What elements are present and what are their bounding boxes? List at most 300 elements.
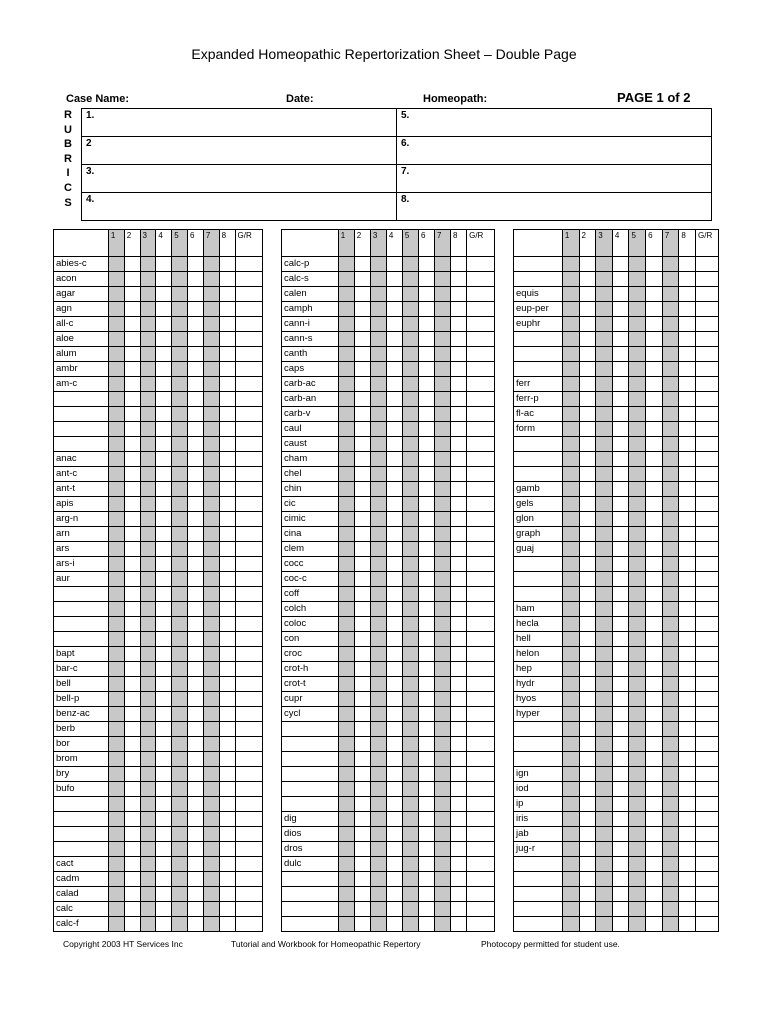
score-cell[interactable] [662,797,679,812]
score-cell[interactable] [629,677,646,692]
score-cell[interactable] [646,767,663,782]
score-cell[interactable] [679,392,696,407]
gr-cell[interactable] [696,362,719,377]
score-cell[interactable] [338,482,354,497]
score-cell[interactable] [370,557,386,572]
score-cell[interactable] [219,587,235,602]
score-cell[interactable] [354,812,370,827]
gr-cell[interactable] [467,437,495,452]
score-cell[interactable] [451,332,467,347]
score-cell[interactable] [612,377,629,392]
score-cell[interactable] [140,602,156,617]
score-cell[interactable] [124,332,140,347]
score-cell[interactable] [451,692,467,707]
score-cell[interactable] [203,467,219,482]
score-cell[interactable] [562,437,579,452]
score-cell[interactable] [435,392,451,407]
score-cell[interactable] [596,707,613,722]
score-cell[interactable] [662,272,679,287]
score-cell[interactable] [435,887,451,902]
score-cell[interactable] [402,332,418,347]
score-cell[interactable] [646,827,663,842]
score-cell[interactable] [386,407,402,422]
score-cell[interactable] [662,692,679,707]
score-cell[interactable] [596,722,613,737]
score-cell[interactable] [172,872,188,887]
score-cell[interactable] [108,737,124,752]
score-cell[interactable] [156,377,172,392]
score-cell[interactable] [172,677,188,692]
score-cell[interactable] [451,632,467,647]
score-cell[interactable] [451,917,467,932]
score-cell[interactable] [172,722,188,737]
score-cell[interactable] [596,377,613,392]
score-cell[interactable] [140,302,156,317]
score-cell[interactable] [579,497,596,512]
score-cell[interactable] [679,842,696,857]
score-cell[interactable] [562,617,579,632]
score-cell[interactable] [370,527,386,542]
score-cell[interactable] [219,482,235,497]
score-cell[interactable] [451,287,467,302]
score-cell[interactable] [629,902,646,917]
score-cell[interactable] [579,752,596,767]
score-cell[interactable] [612,707,629,722]
score-cell[interactable] [188,917,204,932]
score-cell[interactable] [354,542,370,557]
score-cell[interactable] [188,707,204,722]
score-cell[interactable] [435,527,451,542]
score-cell[interactable] [646,362,663,377]
score-cell[interactable] [596,842,613,857]
gr-cell[interactable] [467,452,495,467]
score-cell[interactable] [418,767,434,782]
score-cell[interactable] [562,422,579,437]
score-cell[interactable] [579,707,596,722]
score-cell[interactable] [140,392,156,407]
score-cell[interactable] [679,722,696,737]
score-cell[interactable] [188,827,204,842]
score-cell[interactable] [172,407,188,422]
score-cell[interactable] [188,572,204,587]
score-cell[interactable] [418,497,434,512]
score-cell[interactable] [435,512,451,527]
score-cell[interactable] [156,827,172,842]
score-cell[interactable] [612,437,629,452]
score-cell[interactable] [124,317,140,332]
gr-cell[interactable] [235,302,263,317]
gr-cell[interactable] [696,332,719,347]
score-cell[interactable] [108,377,124,392]
score-cell[interactable] [418,857,434,872]
score-cell[interactable] [203,407,219,422]
score-cell[interactable] [435,842,451,857]
score-cell[interactable] [579,737,596,752]
score-cell[interactable] [662,812,679,827]
score-cell[interactable] [435,377,451,392]
score-cell[interactable] [402,272,418,287]
score-cell[interactable] [108,482,124,497]
gr-cell[interactable] [467,617,495,632]
score-cell[interactable] [156,902,172,917]
score-cell[interactable] [662,287,679,302]
gr-cell[interactable] [696,347,719,362]
score-cell[interactable] [402,887,418,902]
score-cell[interactable] [562,347,579,362]
score-cell[interactable] [679,527,696,542]
score-cell[interactable] [172,377,188,392]
score-cell[interactable] [386,347,402,362]
score-cell[interactable] [156,422,172,437]
score-cell[interactable] [188,782,204,797]
score-cell[interactable] [354,737,370,752]
score-cell[interactable] [203,542,219,557]
score-cell[interactable] [219,452,235,467]
score-cell[interactable] [370,497,386,512]
gr-cell[interactable] [235,542,263,557]
score-cell[interactable] [219,707,235,722]
score-cell[interactable] [172,392,188,407]
score-cell[interactable] [172,782,188,797]
score-cell[interactable] [451,812,467,827]
score-cell[interactable] [646,512,663,527]
score-cell[interactable] [579,407,596,422]
score-cell[interactable] [579,317,596,332]
score-cell[interactable] [386,332,402,347]
score-cell[interactable] [629,812,646,827]
score-cell[interactable] [629,422,646,437]
score-cell[interactable] [402,617,418,632]
gr-cell[interactable] [235,452,263,467]
gr-cell[interactable] [696,542,719,557]
score-cell[interactable] [188,902,204,917]
score-cell[interactable] [370,317,386,332]
score-cell[interactable] [338,287,354,302]
score-cell[interactable] [662,587,679,602]
score-cell[interactable] [108,857,124,872]
score-cell[interactable] [140,902,156,917]
score-cell[interactable] [370,662,386,677]
score-cell[interactable] [140,617,156,632]
score-cell[interactable] [156,602,172,617]
score-cell[interactable] [219,902,235,917]
score-cell[interactable] [402,662,418,677]
score-cell[interactable] [629,317,646,332]
score-cell[interactable] [140,497,156,512]
score-cell[interactable] [124,917,140,932]
score-cell[interactable] [370,827,386,842]
score-cell[interactable] [612,452,629,467]
score-cell[interactable] [219,422,235,437]
score-cell[interactable] [354,722,370,737]
score-cell[interactable] [451,587,467,602]
score-cell[interactable] [203,317,219,332]
score-cell[interactable] [629,752,646,767]
score-cell[interactable] [108,782,124,797]
score-cell[interactable] [386,527,402,542]
score-cell[interactable] [156,317,172,332]
score-cell[interactable] [402,752,418,767]
score-cell[interactable] [679,572,696,587]
score-cell[interactable] [402,557,418,572]
gr-cell[interactable] [235,902,263,917]
score-cell[interactable] [402,647,418,662]
score-cell[interactable] [354,422,370,437]
score-cell[interactable] [370,707,386,722]
score-cell[interactable] [219,272,235,287]
score-cell[interactable] [579,287,596,302]
gr-cell[interactable] [696,632,719,647]
score-cell[interactable] [579,437,596,452]
score-cell[interactable] [203,437,219,452]
score-cell[interactable] [418,287,434,302]
score-cell[interactable] [435,572,451,587]
gr-cell[interactable] [235,467,263,482]
score-cell[interactable] [451,497,467,512]
score-cell[interactable] [354,377,370,392]
gr-cell[interactable] [467,422,495,437]
score-cell[interactable] [140,572,156,587]
score-cell[interactable] [354,602,370,617]
score-cell[interactable] [156,287,172,302]
score-cell[interactable] [140,797,156,812]
score-cell[interactable] [435,767,451,782]
score-cell[interactable] [435,662,451,677]
score-cell[interactable] [435,797,451,812]
score-cell[interactable] [156,587,172,602]
score-cell[interactable] [370,377,386,392]
score-cell[interactable] [370,422,386,437]
score-cell[interactable] [612,677,629,692]
score-cell[interactable] [140,407,156,422]
score-cell[interactable] [386,557,402,572]
gr-cell[interactable] [235,317,263,332]
score-cell[interactable] [562,872,579,887]
score-cell[interactable] [596,767,613,782]
score-cell[interactable] [219,377,235,392]
score-cell[interactable] [140,782,156,797]
score-cell[interactable] [612,902,629,917]
gr-cell[interactable] [467,497,495,512]
score-cell[interactable] [435,437,451,452]
score-cell[interactable] [108,587,124,602]
score-cell[interactable] [562,302,579,317]
score-cell[interactable] [418,347,434,362]
score-cell[interactable] [338,722,354,737]
score-cell[interactable] [172,302,188,317]
score-cell[interactable] [402,857,418,872]
score-cell[interactable] [172,767,188,782]
score-cell[interactable] [203,392,219,407]
score-cell[interactable] [219,857,235,872]
score-cell[interactable] [386,707,402,722]
score-cell[interactable] [108,362,124,377]
score-cell[interactable] [156,737,172,752]
score-cell[interactable] [370,872,386,887]
score-cell[interactable] [370,887,386,902]
score-cell[interactable] [140,872,156,887]
score-cell[interactable] [451,767,467,782]
score-cell[interactable] [338,452,354,467]
score-cell[interactable] [370,917,386,932]
score-cell[interactable] [188,347,204,362]
score-cell[interactable] [124,422,140,437]
score-cell[interactable] [338,257,354,272]
score-cell[interactable] [156,782,172,797]
score-cell[interactable] [370,902,386,917]
score-cell[interactable] [188,302,204,317]
gr-cell[interactable] [235,797,263,812]
score-cell[interactable] [124,782,140,797]
gr-cell[interactable] [467,602,495,617]
score-cell[interactable] [203,257,219,272]
score-cell[interactable] [562,827,579,842]
score-cell[interactable] [156,512,172,527]
score-cell[interactable] [402,437,418,452]
score-cell[interactable] [370,647,386,662]
score-cell[interactable] [435,542,451,557]
score-cell[interactable] [596,497,613,512]
score-cell[interactable] [354,677,370,692]
score-cell[interactable] [219,572,235,587]
score-cell[interactable] [203,557,219,572]
score-cell[interactable] [646,842,663,857]
score-cell[interactable] [662,752,679,767]
score-cell[interactable] [172,857,188,872]
score-cell[interactable] [338,842,354,857]
gr-cell[interactable] [467,392,495,407]
score-cell[interactable] [354,842,370,857]
score-cell[interactable] [629,782,646,797]
score-cell[interactable] [562,722,579,737]
score-cell[interactable] [418,377,434,392]
score-cell[interactable] [612,497,629,512]
gr-cell[interactable] [696,437,719,452]
score-cell[interactable] [402,317,418,332]
score-cell[interactable] [629,602,646,617]
score-cell[interactable] [338,572,354,587]
score-cell[interactable] [338,857,354,872]
score-cell[interactable] [124,467,140,482]
gr-cell[interactable] [467,557,495,572]
score-cell[interactable] [370,452,386,467]
score-cell[interactable] [156,887,172,902]
score-cell[interactable] [579,872,596,887]
score-cell[interactable] [203,767,219,782]
score-cell[interactable] [612,782,629,797]
score-cell[interactable] [562,332,579,347]
score-cell[interactable] [156,362,172,377]
score-cell[interactable] [156,857,172,872]
score-cell[interactable] [219,662,235,677]
score-cell[interactable] [612,422,629,437]
score-cell[interactable] [370,752,386,767]
score-cell[interactable] [451,407,467,422]
score-cell[interactable] [156,647,172,662]
score-cell[interactable] [386,512,402,527]
gr-cell[interactable] [467,677,495,692]
score-cell[interactable] [172,557,188,572]
score-cell[interactable] [612,812,629,827]
score-cell[interactable] [354,572,370,587]
score-cell[interactable] [612,527,629,542]
score-cell[interactable] [203,677,219,692]
score-cell[interactable] [203,842,219,857]
score-cell[interactable] [596,272,613,287]
score-cell[interactable] [662,572,679,587]
score-cell[interactable] [596,452,613,467]
score-cell[interactable] [435,872,451,887]
score-cell[interactable] [646,572,663,587]
score-cell[interactable] [172,602,188,617]
score-cell[interactable] [629,272,646,287]
score-cell[interactable] [370,572,386,587]
score-cell[interactable] [219,467,235,482]
score-cell[interactable] [108,287,124,302]
score-cell[interactable] [662,887,679,902]
score-cell[interactable] [338,872,354,887]
score-cell[interactable] [124,257,140,272]
score-cell[interactable] [646,722,663,737]
gr-cell[interactable] [235,272,263,287]
score-cell[interactable] [156,482,172,497]
score-cell[interactable] [679,767,696,782]
score-cell[interactable] [435,272,451,287]
score-cell[interactable] [435,482,451,497]
score-cell[interactable] [402,782,418,797]
score-cell[interactable] [124,857,140,872]
gr-cell[interactable] [235,752,263,767]
score-cell[interactable] [203,857,219,872]
gr-cell[interactable] [696,707,719,722]
score-cell[interactable] [402,452,418,467]
score-cell[interactable] [386,587,402,602]
score-cell[interactable] [579,347,596,362]
score-cell[interactable] [646,887,663,902]
gr-cell[interactable] [235,842,263,857]
gr-cell[interactable] [467,482,495,497]
score-cell[interactable] [596,482,613,497]
score-cell[interactable] [418,362,434,377]
gr-cell[interactable] [235,692,263,707]
gr-cell[interactable] [235,857,263,872]
score-cell[interactable] [338,497,354,512]
score-cell[interactable] [679,737,696,752]
score-cell[interactable] [219,332,235,347]
score-cell[interactable] [108,842,124,857]
score-cell[interactable] [662,632,679,647]
score-cell[interactable] [172,332,188,347]
score-cell[interactable] [679,752,696,767]
score-cell[interactable] [219,512,235,527]
score-cell[interactable] [108,572,124,587]
score-cell[interactable] [662,467,679,482]
score-cell[interactable] [386,692,402,707]
score-cell[interactable] [203,302,219,317]
score-cell[interactable] [629,347,646,362]
score-cell[interactable] [219,617,235,632]
score-cell[interactable] [203,422,219,437]
score-cell[interactable] [629,497,646,512]
score-cell[interactable] [418,662,434,677]
score-cell[interactable] [370,587,386,602]
score-cell[interactable] [418,392,434,407]
score-cell[interactable] [596,572,613,587]
score-cell[interactable] [140,272,156,287]
gr-cell[interactable] [696,692,719,707]
score-cell[interactable] [124,827,140,842]
score-cell[interactable] [172,662,188,677]
